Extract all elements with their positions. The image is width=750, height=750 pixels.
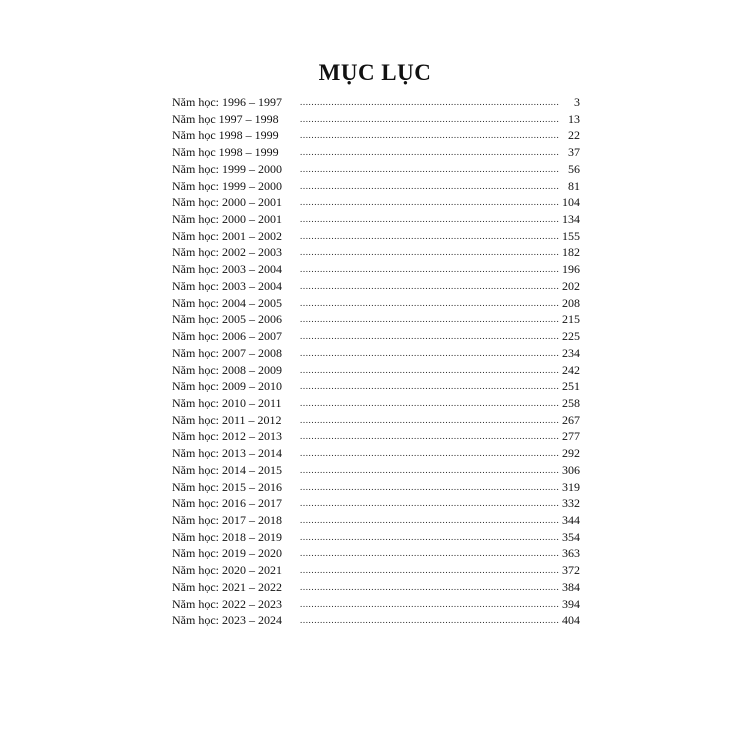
toc-entry-page-number: 394 (562, 596, 580, 611)
toc-entry-page-number: 267 (562, 412, 580, 427)
toc-dot-leader (300, 479, 560, 496)
toc-dot-leader (300, 94, 560, 111)
toc-entry-page-number: 332 (562, 496, 580, 511)
toc-entry[interactable] (172, 111, 582, 128)
toc-dot-leader (300, 545, 560, 562)
toc-entry[interactable] (172, 144, 582, 161)
toc-entry-page-number: 306 (562, 462, 580, 477)
toc-entry-label: Năm học: 2006 – 2007 (172, 329, 282, 344)
toc-entry-page-number: 277 (562, 429, 580, 444)
toc-entry-label: Năm học: 2003 – 2004 (172, 262, 282, 277)
toc-entry-page-number: 3 (574, 95, 580, 109)
toc-entry-page-number: 37 (568, 145, 580, 160)
toc-entry[interactable] (172, 295, 582, 312)
toc-entry-page-number: 182 (562, 245, 580, 260)
toc-entry-label: Năm học: 2012 – 2013 (172, 429, 282, 444)
toc-entry-label: Năm học 1998 – 1999 (172, 145, 279, 160)
toc-entry-label: Năm học: 2017 – 2018 (172, 512, 282, 527)
toc-dot-leader (300, 144, 560, 161)
toc-dot-leader (300, 612, 560, 629)
toc-dot-leader (300, 328, 560, 345)
toc-entry[interactable] (172, 529, 582, 546)
toc-entry-label: Năm học: 2000 – 2001 (172, 212, 282, 227)
toc-entry[interactable] (172, 378, 582, 395)
table-of-contents (172, 94, 582, 629)
toc-entry[interactable] (172, 278, 582, 295)
toc-entry-page-number: 404 (562, 613, 580, 628)
toc-dot-leader (300, 127, 560, 144)
toc-entry[interactable] (172, 462, 582, 479)
toc-entry-label: Năm học: 2003 – 2004 (172, 278, 282, 293)
toc-entry-page-number: 81 (568, 178, 580, 193)
toc-entry[interactable] (172, 345, 582, 362)
toc-entry[interactable] (172, 328, 582, 345)
toc-entry-label: Năm học: 2013 – 2014 (172, 446, 282, 461)
toc-entry-page-number: 292 (562, 446, 580, 461)
toc-entry[interactable] (172, 545, 582, 562)
toc-entry[interactable] (172, 194, 582, 211)
toc-entry[interactable] (172, 261, 582, 278)
toc-entry[interactable] (172, 178, 582, 195)
toc-dot-leader (300, 378, 560, 395)
toc-entry-label: Năm học: 2023 – 2024 (172, 613, 282, 628)
toc-entry-page-number: 319 (562, 479, 580, 494)
toc-dot-leader (300, 362, 560, 379)
toc-dot-leader (300, 445, 560, 462)
toc-entry-page-number: 344 (562, 512, 580, 527)
toc-entry[interactable] (172, 127, 582, 144)
toc-dot-leader (300, 412, 560, 429)
toc-entry-label: Năm học: 2018 – 2019 (172, 529, 282, 544)
toc-entry-page-number: 215 (562, 312, 580, 327)
toc-entry-label: Năm học: 1999 – 2000 (172, 178, 282, 193)
toc-dot-leader (300, 278, 560, 295)
toc-dot-leader (300, 512, 560, 529)
toc-entry-label: Năm học: 1999 – 2000 (172, 161, 282, 176)
toc-entry[interactable] (172, 395, 582, 412)
toc-entry-label: Năm học: 2001 – 2002 (172, 228, 282, 243)
toc-entry-page-number: 22 (568, 128, 580, 143)
toc-entry-page-number: 155 (562, 228, 580, 243)
toc-entry[interactable] (172, 311, 582, 328)
toc-entry[interactable] (172, 562, 582, 579)
toc-dot-leader (300, 462, 560, 479)
toc-entry-page-number: 225 (562, 329, 580, 344)
toc-entry-label: Năm học: 2007 – 2008 (172, 345, 282, 360)
toc-dot-leader (300, 161, 560, 178)
toc-entry-page-number: 242 (562, 362, 580, 377)
toc-entry-label: Năm học: 2020 – 2021 (172, 563, 282, 578)
toc-entry[interactable] (172, 479, 582, 496)
toc-dot-leader (300, 395, 560, 412)
toc-entry[interactable] (172, 596, 582, 613)
toc-dot-leader (300, 261, 560, 278)
toc-entry-label: Năm học: 2015 – 2016 (172, 479, 282, 494)
toc-entry[interactable] (172, 94, 582, 111)
toc-entry-label: Năm học: 2009 – 2010 (172, 379, 282, 394)
toc-dot-leader (300, 228, 560, 245)
toc-entry[interactable] (172, 412, 582, 429)
toc-entry-label: Năm học: 2000 – 2001 (172, 195, 282, 210)
toc-entry[interactable] (172, 445, 582, 462)
toc-entry-label: Năm học: 2008 – 2009 (172, 362, 282, 377)
toc-entry-page-number: 363 (562, 546, 580, 561)
toc-entry[interactable] (172, 495, 582, 512)
toc-entry[interactable] (172, 362, 582, 379)
toc-entry-label: Năm học: 2005 – 2006 (172, 312, 282, 327)
toc-entry[interactable] (172, 244, 582, 261)
toc-entry-label: Năm học: 2019 – 2020 (172, 546, 282, 561)
toc-dot-leader (300, 596, 560, 613)
toc-entry-page-number: 208 (562, 295, 580, 310)
page-title: MỤC LỤC (318, 60, 432, 85)
toc-entry-label: Năm học: 2011 – 2012 (172, 412, 282, 427)
toc-entry-label: Năm học: 1996 – 1997 (172, 95, 282, 109)
toc-dot-leader (300, 244, 560, 261)
toc-entry-page-number: 134 (562, 212, 580, 227)
toc-entry-page-number: 56 (568, 161, 580, 176)
toc-entry[interactable] (172, 211, 582, 228)
toc-dot-leader (300, 345, 560, 362)
toc-dot-leader (300, 211, 560, 228)
toc-entry-page-number: 104 (562, 195, 580, 210)
toc-entry[interactable] (172, 612, 582, 629)
toc-dot-leader (300, 295, 560, 312)
toc-entry[interactable] (172, 428, 582, 445)
toc-entry-page-number: 354 (562, 529, 580, 544)
toc-entry[interactable] (172, 579, 582, 596)
toc-entry-page-number: 251 (562, 379, 580, 394)
toc-entry-page-number: 384 (562, 579, 580, 594)
toc-entry-page-number: 258 (562, 395, 580, 410)
toc-dot-leader (300, 194, 560, 211)
toc-dot-leader (300, 428, 560, 445)
toc-entry-label: Năm học 1997 – 1998 (172, 111, 279, 126)
toc-entry-page-number: 13 (568, 111, 580, 126)
toc-entry-page-number: 372 (562, 563, 580, 578)
toc-entry-page-number: 202 (562, 278, 580, 293)
toc-entry-page-number: 234 (562, 345, 580, 360)
toc-dot-leader (300, 311, 560, 328)
toc-entry-label: Năm học: 2022 – 2023 (172, 596, 282, 611)
toc-entry-label: Năm học: 2014 – 2015 (172, 462, 282, 477)
toc-entry-label: Năm học: 2004 – 2005 (172, 295, 282, 310)
toc-dot-leader (300, 562, 560, 579)
toc-entry-label: Năm học: 2016 – 2017 (172, 496, 282, 511)
toc-entry-label: Năm học: 2010 – 2011 (172, 395, 282, 410)
toc-dot-leader (300, 178, 560, 195)
toc-entry[interactable] (172, 228, 582, 245)
toc-dot-leader (300, 495, 560, 512)
toc-dot-leader (300, 579, 560, 596)
toc-entry[interactable] (172, 512, 582, 529)
toc-entry-label: Năm học: 2002 – 2003 (172, 245, 282, 260)
toc-entry-label: Năm học: 2021 – 2022 (172, 579, 282, 594)
toc-entry-page-number: 196 (562, 262, 580, 277)
toc-dot-leader (300, 529, 560, 546)
toc-entry-label: Năm học 1998 – 1999 (172, 128, 279, 143)
toc-dot-leader (300, 111, 560, 128)
toc-entry[interactable] (172, 161, 582, 178)
